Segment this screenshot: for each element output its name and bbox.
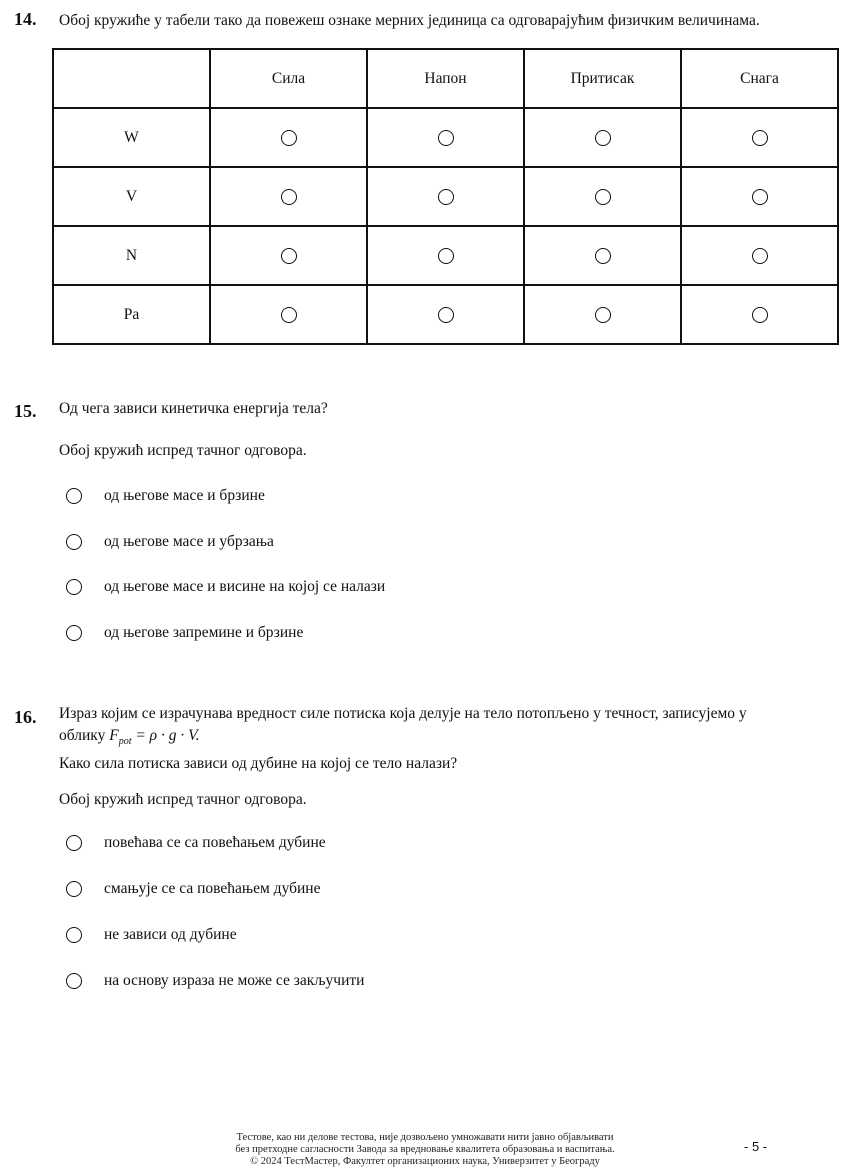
option-label: смањује се са повећањем дубине — [104, 880, 321, 897]
option-label: повећава се са повећањем дубине — [104, 834, 326, 851]
option-label: не зависи од дубине — [104, 926, 237, 943]
answer-option[interactable] — [66, 622, 303, 644]
radio-circle[interactable] — [281, 189, 297, 205]
table-header-row — [53, 49, 838, 108]
column-header: Напон — [367, 49, 524, 108]
question-16-line1: Израз којим се израчунава вредност силе потиска која делује на тело потопљено у течност, записујемо у — [59, 705, 747, 722]
radio-circle[interactable] — [438, 189, 454, 205]
table-cell — [210, 108, 367, 167]
column-header: Сила — [210, 49, 367, 108]
answer-option[interactable] — [66, 485, 265, 507]
radio-circle[interactable] — [66, 835, 82, 851]
formula-rest: = ρ · g · V. — [135, 727, 200, 744]
table-cell — [681, 167, 838, 226]
option-label: од његове масе и убрзања — [104, 533, 274, 550]
radio-circle[interactable] — [752, 189, 768, 205]
radio-circle[interactable] — [595, 189, 611, 205]
footer-line: Тестове, као ни делове тестова, није дозвољено умножавати нити јавно објављивати — [236, 1132, 614, 1143]
row-header: V — [53, 167, 210, 226]
radio-circle[interactable] — [66, 881, 82, 897]
radio-circle[interactable] — [66, 973, 82, 989]
radio-circle[interactable] — [66, 534, 82, 550]
question-number-14: 14. — [14, 9, 37, 29]
matching-table — [52, 48, 839, 345]
table-row — [53, 167, 838, 226]
row-header: N — [53, 226, 210, 285]
answer-option[interactable] — [66, 832, 326, 854]
table-cell — [210, 226, 367, 285]
radio-circle[interactable] — [66, 488, 82, 504]
table-cell — [681, 285, 838, 344]
question-16-text — [59, 703, 747, 775]
table-cell — [210, 167, 367, 226]
table-cell — [210, 285, 367, 344]
table-cell — [524, 167, 681, 226]
table-cell — [524, 285, 681, 344]
table-cell — [524, 108, 681, 167]
question-16-instruction: Обој кружић испред тачног одговора. — [59, 791, 307, 808]
table-cell — [681, 108, 838, 167]
radio-circle[interactable] — [281, 307, 297, 323]
table-row — [53, 285, 838, 344]
table-cell — [367, 167, 524, 226]
option-label: од његове запремине и брзине — [104, 624, 304, 641]
question-number-15: 15. — [14, 401, 37, 421]
formula-prefix: облику — [59, 727, 110, 744]
radio-circle[interactable] — [438, 248, 454, 264]
radio-circle[interactable] — [595, 130, 611, 146]
question-number-16: 16. — [14, 707, 37, 727]
table-cell — [367, 108, 524, 167]
formula-force-symbol: F — [109, 727, 119, 744]
table-cell — [524, 226, 681, 285]
table-cell — [367, 285, 524, 344]
answer-option[interactable] — [66, 576, 385, 598]
radio-circle[interactable] — [66, 625, 82, 641]
answer-option[interactable] — [66, 924, 237, 946]
question-16-line3: Како сила потиска зависи од дубине на којој се тело налази? — [59, 755, 458, 773]
radio-circle[interactable] — [438, 130, 454, 146]
radio-circle[interactable] — [752, 248, 768, 264]
radio-circle[interactable] — [281, 248, 297, 264]
radio-circle[interactable] — [66, 927, 82, 943]
table-cell — [367, 226, 524, 285]
table-row — [53, 108, 838, 167]
column-header: Снага — [681, 49, 838, 108]
page-footer — [0, 1132, 850, 1168]
question-16-line2 — [59, 725, 747, 753]
option-label: од његове масе и брзине — [104, 487, 265, 504]
radio-circle[interactable] — [752, 130, 768, 146]
question-14-text: Обој кружиће у табели тако да повежеш ознаке мерних јединица са одговарајућим физичким величинама. — [59, 12, 760, 29]
radio-circle[interactable] — [595, 248, 611, 264]
formula-subscript: pot — [118, 736, 132, 748]
row-header: W — [53, 108, 210, 167]
table-corner-cell — [53, 49, 210, 108]
answer-option[interactable] — [66, 970, 364, 992]
option-label: на основу израза не може се закључити — [104, 972, 365, 989]
footer-line: © 2024 ТестМастер, Факултет организационих наука, Универзитет у Београду — [250, 1156, 600, 1167]
answer-option[interactable] — [66, 531, 274, 553]
radio-circle[interactable] — [752, 307, 768, 323]
row-header: Pa — [53, 285, 210, 344]
radio-circle[interactable] — [281, 130, 297, 146]
radio-circle[interactable] — [595, 307, 611, 323]
column-header: Притисак — [524, 49, 681, 108]
question-15-instruction: Обој кружић испред тачног одговора. — [59, 442, 307, 459]
radio-circle[interactable] — [438, 307, 454, 323]
table-row — [53, 226, 838, 285]
footer-line: без претходне сагласности Завода за вредновање квалитета образовања и васпитања. — [235, 1144, 615, 1155]
answer-option[interactable] — [66, 878, 320, 900]
radio-circle[interactable] — [66, 579, 82, 595]
table-cell — [681, 226, 838, 285]
option-label: од његове масе и висине на којој се налази — [104, 578, 386, 595]
page-number: - 5 - — [744, 1139, 768, 1154]
question-15-text: Од чега зависи кинетичка енергија тела? — [59, 400, 328, 417]
